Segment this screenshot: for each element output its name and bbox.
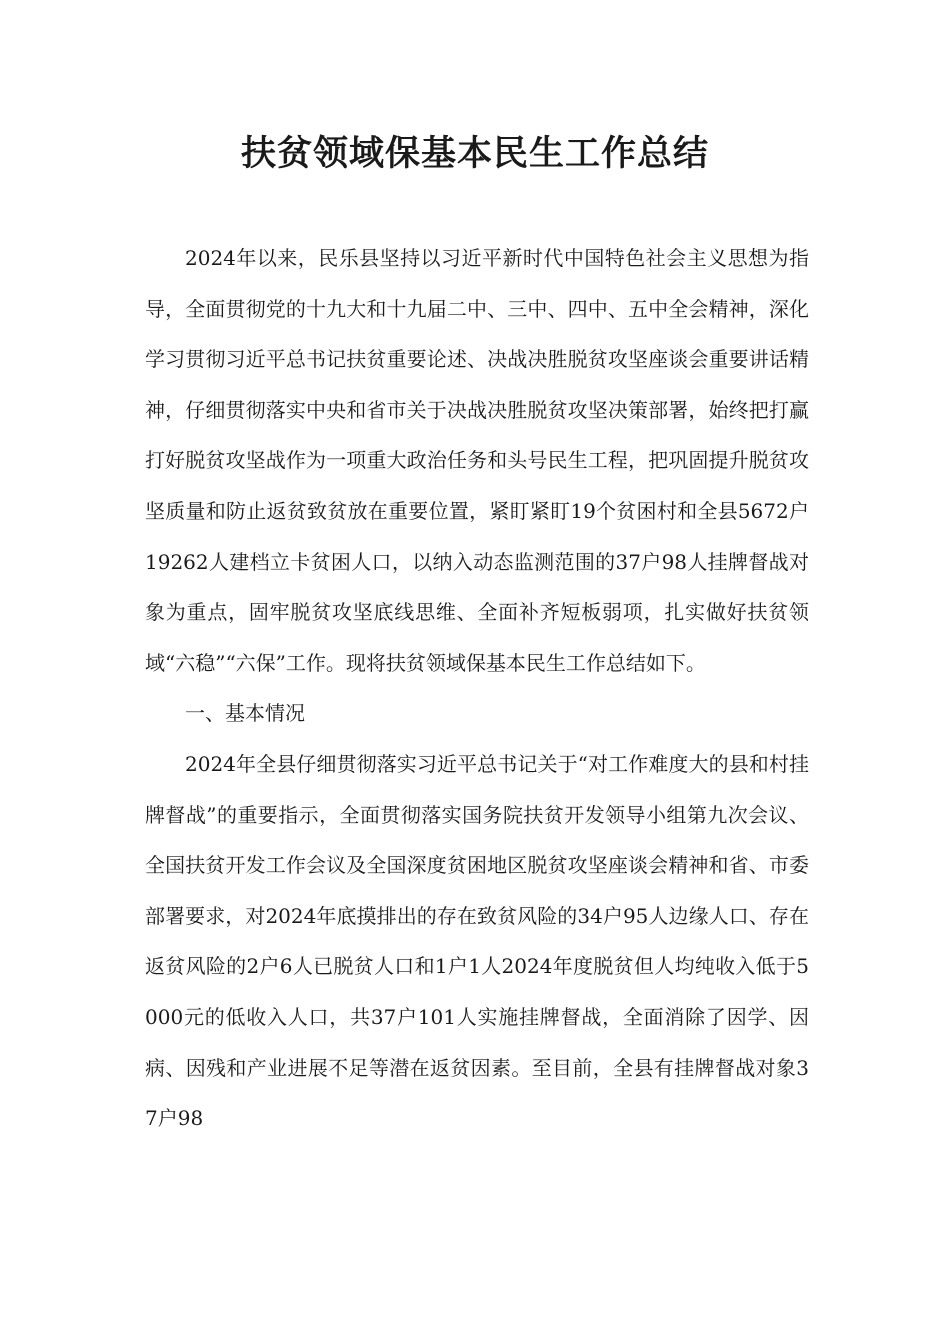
intro-paragraph: 2024年以来，民乐县坚持以习近平新时代中国特色社会主义思想为指导，全面贯彻党的十九大和十九届二中、三中、四中、五中全会精神，深化学习贯彻习近平总书记扶贫重要论述、决战决胜脱贫攻坚座谈会重要讲话精神，仔细贯彻落实中央和省市关于决战决胜脱贫攻坚决策部署，始终把打赢打好脱贫攻坚战作为一项重大政治任务和头号民生工程，把巩固提升脱贫攻坚质量和防止返贫致贫放在重要位置，紧盯紧盯19个贫困村和全县5672户19262人建档立卡贫困人口，以纳入动态监测范围的37户98人挂牌督战对象为重点，固牢脱贫攻坚底线思维、全面补齐短板弱项，扎实做好扶贫领域“六稳”“六保”工作。现将扶贫领域保基本民生工作总结如下。 [145, 246, 809, 675]
document-body [145, 233, 809, 1144]
document-title: 扶贫领域保基本民生工作总结 [240, 134, 709, 174]
section-paragraph: 2024年全县仔细贯彻落实习近平总书记关于“对工作难度大的县和村挂牌督战”的重要指示，全面贯彻落实国务院扶贫开发领导小组第九次会议、全国扶贫开发工作会议及全国深度贫困地区脱贫攻坚座谈会精神和省、市委部署要求，对2024年底摸排出的存在致贫风险的34户95人边缘人口、存在返贫风险的2户6人已脱贫人口和1户1人2024年度脱贫但人均纯收入低于5000元的低收入人口，共37户101人实施挂牌督战，全面消除了因学、因病、因残和产业进展不足等潜在返贫因素。至目前，全县有挂牌督战对象37户98 [145, 751, 809, 1131]
section-heading: 一、基本情况 [185, 701, 305, 726]
